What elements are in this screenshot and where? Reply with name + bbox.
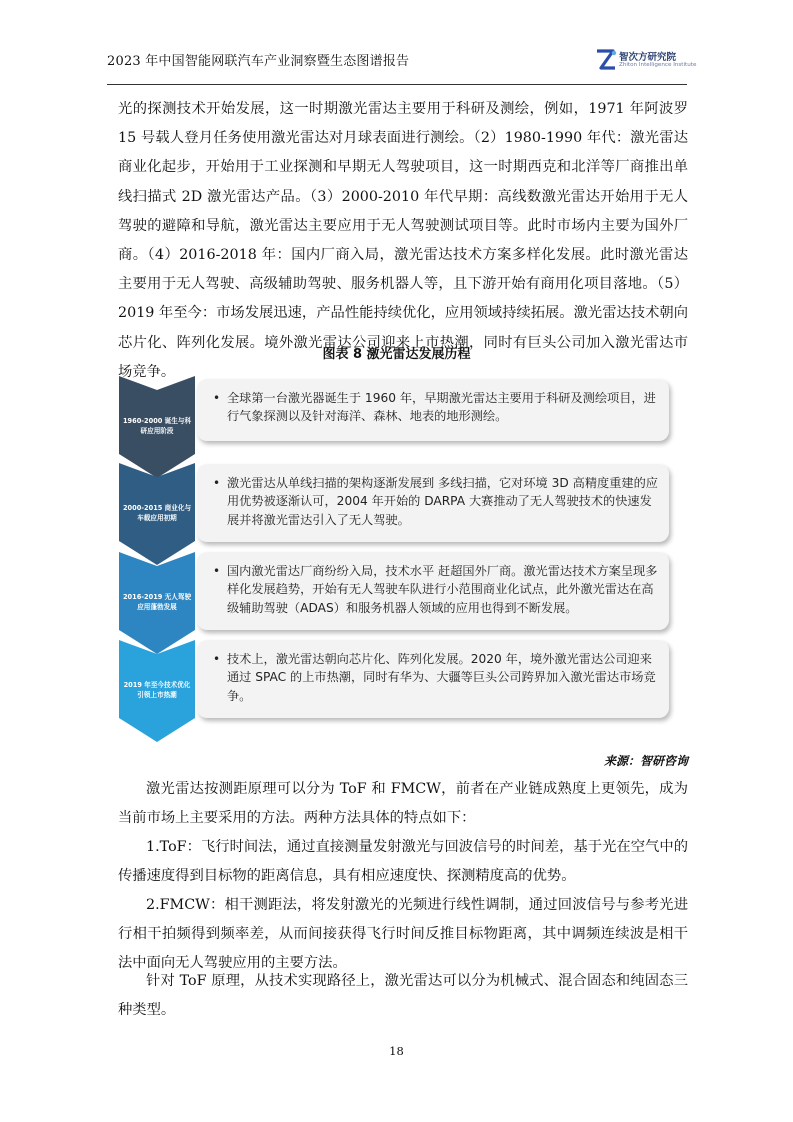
logo-subtitle: Zhiton Intelligence Institute <box>619 62 697 68</box>
logo-name: 智次方研究院 <box>619 52 677 63</box>
timeline-chevron-label: 2016-2019 无人驾驶应用蓬勃发展 <box>122 593 192 611</box>
timeline-chevron-4 <box>119 640 195 742</box>
timeline-stage-box-4 <box>197 640 669 718</box>
paragraph-fmcw: 2.FMCW：相干测距法，将发射激光的光频进行线性调制，通过回波信号与参考光进行相干拍频得到频率差，从而间接获得飞行时间反推目标物距离，其中调频连续波是相干法中面向无人驾驶应用的主要方法。 <box>118 897 688 972</box>
page-header <box>107 44 697 85</box>
paragraph-history: 光的探测技术开始发展，这一时期激光雷达主要用于科研及测绘，例如，1971 年阿波罗 15 号载人登月任务使用激光雷达对月球表面进行测绘。（2）1980-1990 年代：激光雷达商业化起步，开始用于工业探测和早期无人驾驶项目，这一时期西克和北洋等厂商推出单线扫描式 2D 激光雷达产品。（3）2000-2010 年代早期：高线数激光雷达开始用于无人驾驶的避障和导航，激光雷达主要应用于无人驾驶测试项目等。此时市场内主要为国外厂商。（4）2016-2018 年：国内厂商入局，激光雷达技术方案多样化发展。此时激光雷达主要用于无人驾驶、高级辅助驾驶、服务机器人等，且下游开始有商用化项目落地。（5）2019 年至今：市场发展迅速，产品性能持续优化，应用领域持续拓展。激光雷达技术朝向芯片化、阵列化发展。境外激光雷达公司迎来上市热潮，同时有巨头公司加入激光雷达市场竞争。 <box>118 101 688 380</box>
paragraph-ranging-principle: 激光雷达按测距原理可以分为 ToF 和 FMCW，前者在产业链成熟度上更领先，成为当前市场上主要采用的方法。两种方法具体的特点如下： <box>118 781 688 827</box>
bullet-icon: • <box>213 564 221 578</box>
timeline-stage-box-2 <box>197 464 669 542</box>
bullet-icon: • <box>213 476 221 490</box>
stage-description: 国内激光雷达厂商纷纷入局，技术水平 赶超国外厂商。激光雷达技术方案呈现多样化发展趋势，开始有无人驾驶车队进行小范围商业化试点，此外激光雷达在高级辅助驾驶（ADAS）和服务机器人领域的应用也得到不断发展。 <box>227 564 658 615</box>
paragraph-tof-types: 针对 ToF 原理，从技术实现路径上，激光雷达可以分为机械式、混合固态和纯固态三种类型。 <box>118 973 688 1019</box>
stage-description: 技术上，激光雷达朝向芯片化、阵列化发展。2020 年，境外激光雷达公司迎来通过 SPAC 的上市热潮，同时有华为、大疆等巨头公司跨界加入激光雷达市场竞争。 <box>227 652 656 703</box>
timeline-chevron-2 <box>119 463 195 565</box>
timeline-chevron-label: 1960-2000 诞生与科研应用阶段 <box>122 417 192 435</box>
figure-title: 图表 8 激光雷达发展历程 <box>322 347 471 362</box>
stage-description: 全球第一台激光器诞生于 1960 年，早期激光雷达主要用于科研及测绘项目，进行气象探测以及针对海洋、森林、地表的地形测绘。 <box>227 391 656 424</box>
paragraph-tof: 1.ToF：飞行时间法，通过直接测量发射激光与回波信号的时间差，基于光在空气中的传播速度得到目标物的距离信息，具有相应速度快、探测精度高的优势。 <box>118 839 688 885</box>
timeline-stage-box-3 <box>197 552 669 630</box>
bullet-icon: • <box>213 652 221 666</box>
stage-description: 激光雷达从单线扫描的架构逐渐发展到 多线扫描，它对环境 3D 高精度重建的应用优势被逐渐认可，2004 年开始的 DARPA 大赛推动了无人驾驶技术的快速发展并将激光雷达引入了无人驾驶。 <box>227 476 658 527</box>
report-title: 2023 年中国智能网联汽车产业洞察暨生态图谱报告 <box>107 54 410 69</box>
page-number: 18 <box>389 1044 404 1058</box>
logo-z-icon <box>595 48 617 72</box>
institute-logo <box>595 46 697 76</box>
figure-source: 来源：智研咨询 <box>603 754 688 768</box>
timeline-chevron-label: 2000-2015 商业化与车载应用初期 <box>122 504 192 522</box>
bullet-icon: • <box>213 391 221 405</box>
timeline-chevron-3 <box>119 552 195 654</box>
timeline-stage-box-1 <box>197 379 669 441</box>
timeline-chevron-label: 2019 年至今技术优化引领上市热潮 <box>123 681 191 699</box>
